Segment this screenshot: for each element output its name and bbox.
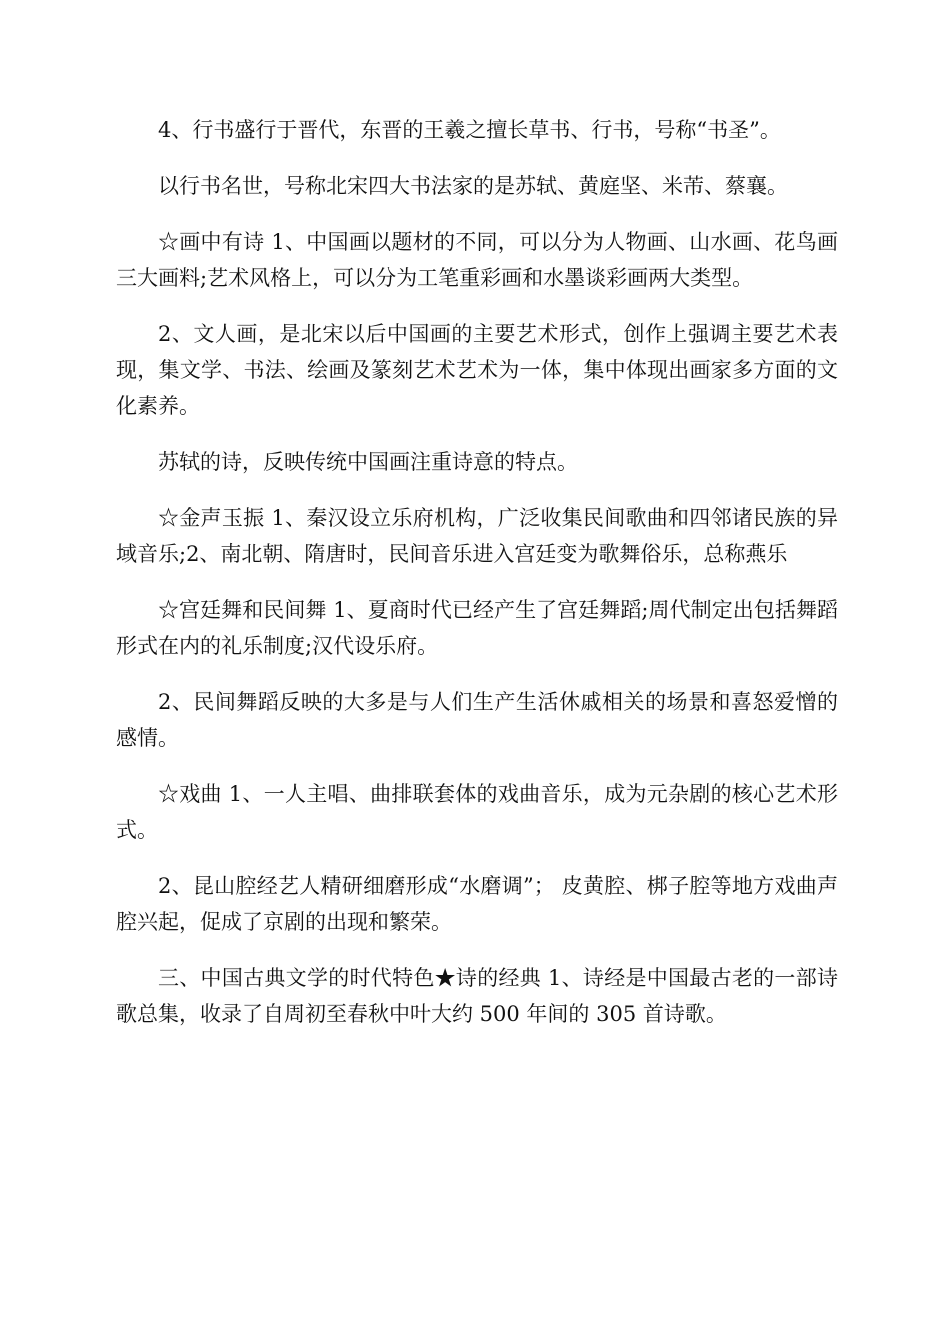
paragraph-opera: ☆戏曲 1、一人主唱、曲排联套体的戏曲音乐，成为元杂剧的核心艺术形式。 bbox=[116, 782, 838, 842]
paragraph-court-folk-dance: ☆宫廷舞和民间舞 1、夏商时代已经产生了宫廷舞蹈;周代制定出包括舞蹈形式在内的礼乐制度;汉代设乐府。 bbox=[116, 598, 838, 658]
paragraph-painting-poetry: ☆画中有诗 1、中国画以题材的不同，可以分为人物画、山水画、花鸟画三大画料;艺术风格上，可以分为工笔重彩画和水墨谈彩画两大类型。 bbox=[116, 230, 838, 290]
paragraph-calligraphy-xingshu: 4、行书盛行于晋代，东晋的王羲之擅长草书、行书，号称“书圣”。 bbox=[158, 118, 781, 142]
paragraph-kunshan-opera: 2、昆山腔经艺人精研细磨形成“水磨调”； 皮黄腔、梆子腔等地方戏曲声腔兴起，促成了京剧的出现和繁荣。 bbox=[116, 874, 838, 934]
paragraph-folk-dance: 2、民间舞蹈反映的大多是与人们生产生活休戚相关的场景和喜怒爱憎的感情。 bbox=[116, 690, 838, 750]
paragraph-classical-literature: 三、中国古典文学的时代特色★诗的经典 1、诗经是中国最古老的一部诗歌总集，收录了自周初至春秋中叶大约 500 年间的 305 首诗歌。 bbox=[116, 966, 838, 1026]
document-body bbox=[116, 112, 838, 1052]
paragraph-su-shi-poetry: 苏轼的诗，反映传统中国画注重诗意的特点。 bbox=[158, 450, 578, 474]
paragraph-song-calligraphers: 以行书名世，号称北宋四大书法家的是苏轼、黄庭坚、米芾、蔡襄。 bbox=[158, 174, 788, 198]
paragraph-literati-painting: 2、文人画，是北宋以后中国画的主要艺术形式，创作上强调主要艺术表现，集文学、书法、绘画及篆刻艺术艺术为一体，集中体现出画家多方面的文化素养。 bbox=[116, 322, 838, 418]
paragraph-music: ☆金声玉振 1、秦汉设立乐府机构，广泛收集民间歌曲和四邻诸民族的异域音乐;2、南北朝、隋唐时，民间音乐进入宫廷变为歌舞俗乐，总称燕乐 bbox=[116, 506, 838, 566]
